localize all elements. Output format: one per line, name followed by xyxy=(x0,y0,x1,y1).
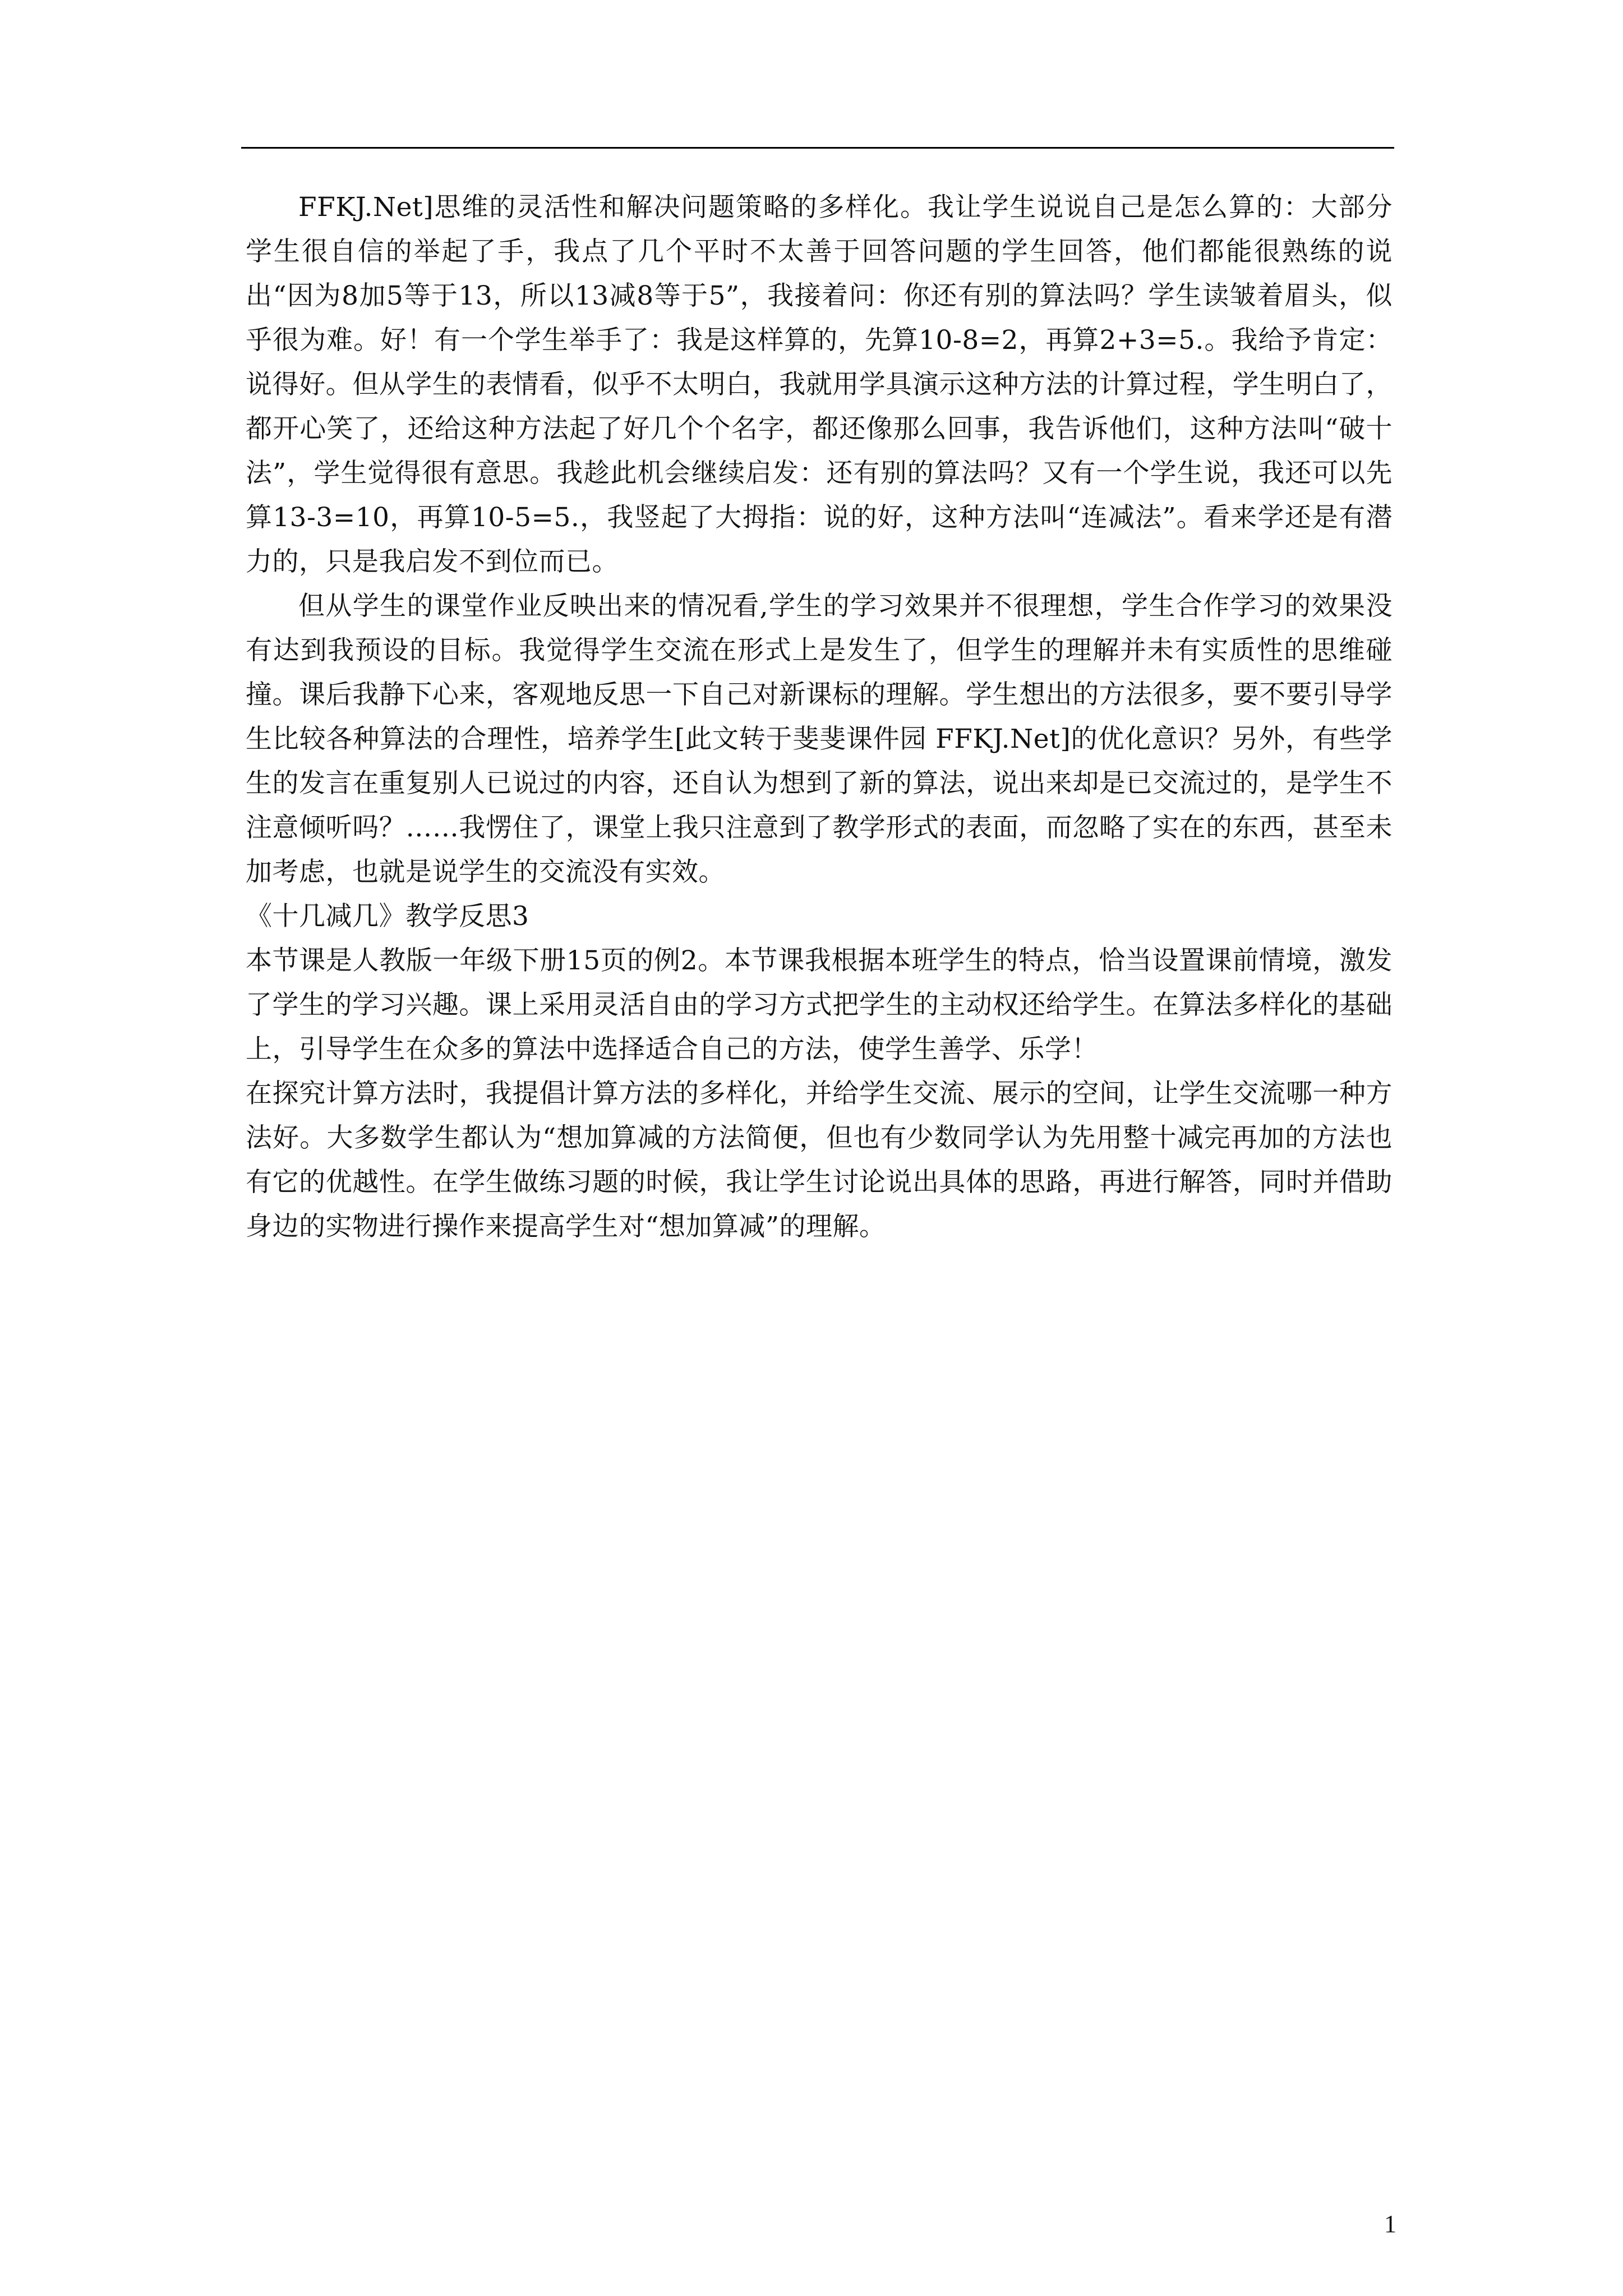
paragraph-strategy-diversity: FFKJ.Net]思维的灵活性和解决问题策略的多样化。我让学生说说自己是怎么算的：大部分学生很自信的举起了手，我点了几个平时不太善于回答问题的学生回答，他们都能很熟练的说出“因为8加5等于13，所以13减8等于5”，我接着问：你还有别的算法吗？学生读皱着眉头，似乎很为难。好！有一个学生举手了：我是这样算的，先算10-8=2，再算2+3=5.。我给予肯定：说得好。但从学生的表情看，似乎不太明白，我就用学具演示这种方法的计算过程，学生明白了，都开心笑了，还给这种方法起了好几个个名字，都还像那么回事，我告诉他们，这种方法叫“破十法”，学生觉得很有意思。我趁此机会继续启发：还有别的算法吗？又有一个学生说，我还可以先算13-3=10，再算10-5=5.，我竖起了大拇指：说的好，这种方法叫“连减法”。看来学还是有潜力的，只是我启发不到位而已。 xyxy=(246,192,1393,577)
document-body xyxy=(246,185,1393,1249)
page-number: 1 xyxy=(1384,2210,1396,2238)
paragraph-lesson-overview: 本节课是人教版一年级下册15页的例2。本节课我根据本班学生的特点，恰当设置课前情境，激发了学生的学习兴趣。课上采用灵活自由的学习方式把学生的主动权还给学生。在算法多样化的基础上，引导学生在众多的算法中选择适合自己的方法，使学生善学、乐学！ xyxy=(246,945,1393,1065)
paragraph-calculation-methods: 在探究计算方法时，我提倡计算方法的多样化，并给学生交流、展示的空间，让学生交流哪一种方法好。大多数学生都认为“想加算减的方法简便，但也有少数同学认为先用整十减完再加的方法也有它的优越性。在学生做练习题的时候，我让学生讨论说出具体的思路，再进行解答，同时并借助身边的实物进行操作来提高学生对“想加算减”的理解。 xyxy=(246,1078,1393,1242)
header-rule xyxy=(241,147,1394,149)
section-heading: 《十几减几》教学反思3 xyxy=(246,901,529,932)
paragraph-reflection-results: 但从学生的课堂作业反映出来的情况看,学生的学习效果并不很理想，学生合作学习的效果没有达到我预设的目标。我觉得学生交流在形式上是发生了，但学生的理解并未有实质性的思维碰撞。课后我静下心来，客观地反思一下自己对新课标的理解。学生想出的方法很多，要不要引导学生比较各种算法的合理性，培养学生[此文转于斐斐课件园 FFKJ.Net]的优化意识？另外，有些学生的发言在重复别人已说过的内容，还自认为想到了新的算法，说出来却是已交流过的，是学生不注意倾听吗？……我愣住了，课堂上我只注意到了教学形式的表面，而忽略了实在的东西，甚至未加考虑，也就是说学生的交流没有实效。 xyxy=(246,591,1393,887)
